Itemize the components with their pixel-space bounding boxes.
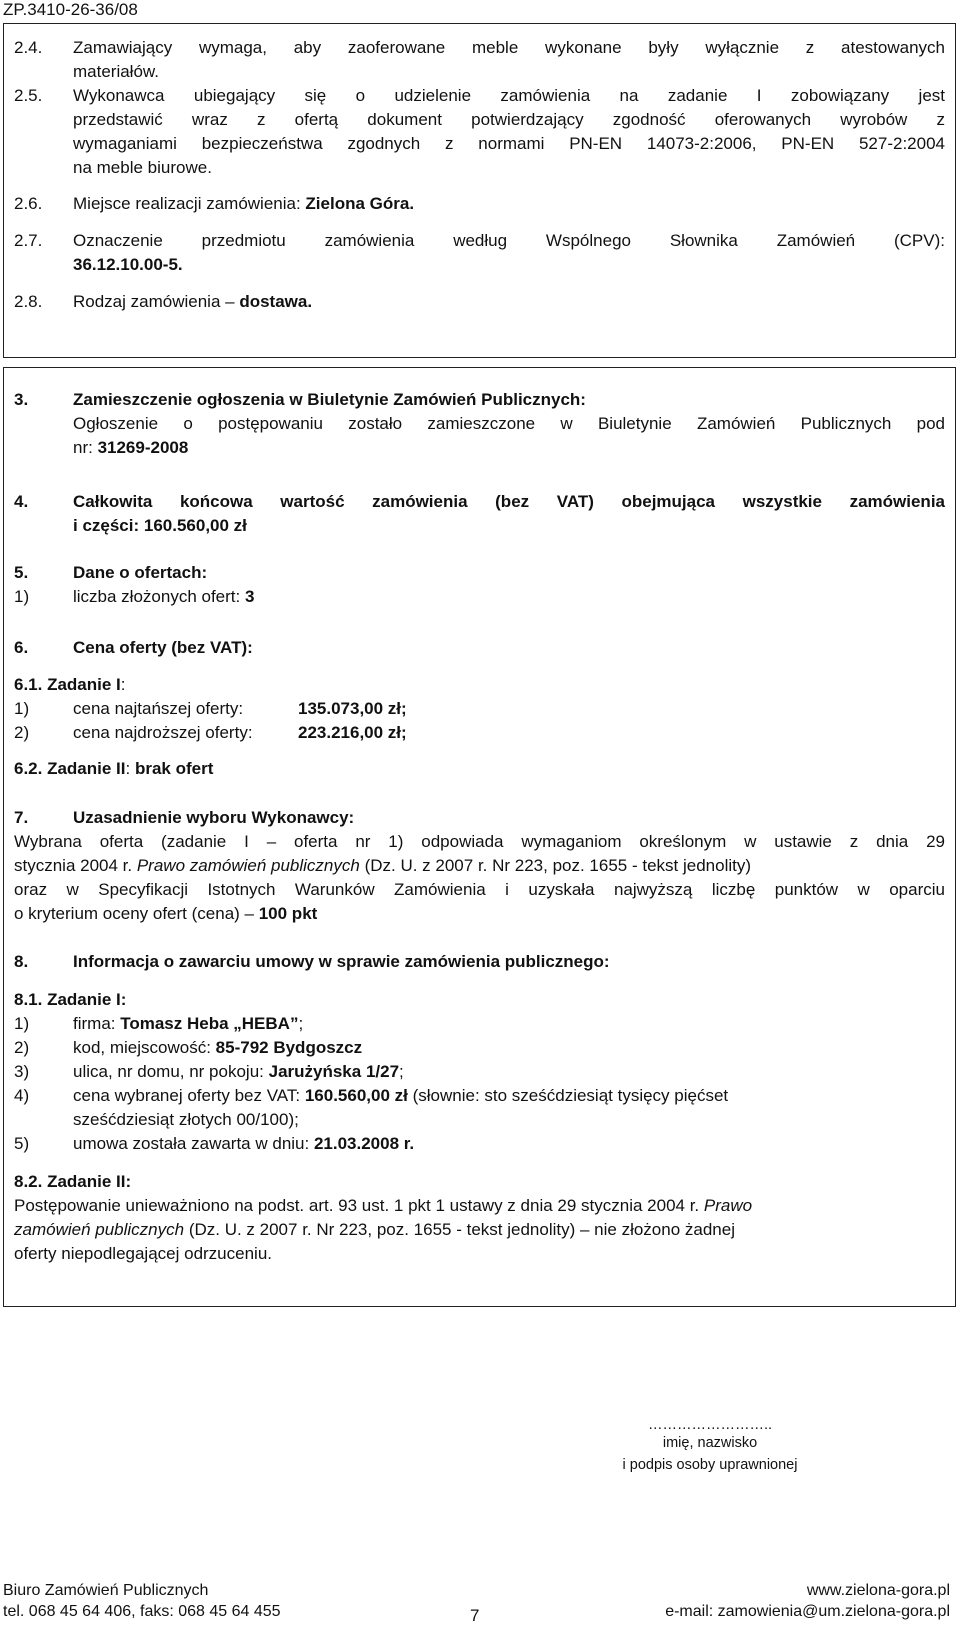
highest-price: 223.216,00 zł; bbox=[298, 723, 407, 742]
price-in-words: (słownie: sto sześćdziesiąt tysięcy pięćset bbox=[407, 1086, 729, 1105]
section-text: oraz w Specyfikacji Istotnych Warunków Zamówienia i uzyskała najwyższą liczbę punktów w oparciu bbox=[14, 880, 945, 899]
item-number: 1) bbox=[14, 1014, 30, 1033]
clause-text: przedstawić wraz z ofertą dokument potwierdzający zgodność oferowanych wyrobów z bbox=[73, 110, 945, 129]
section-text: (Dz. U. z 2007 r. Nr 223, poz. 1655 - tekst jednolity) bbox=[359, 856, 752, 875]
signature-label: imię, nazwisko bbox=[662, 1435, 758, 1451]
item-number: 4) bbox=[14, 1086, 30, 1105]
subsection-title: 8.1. Zadanie I: bbox=[14, 990, 127, 1009]
clause-number: 2.4. bbox=[14, 38, 43, 57]
clause-text: wymaganiami bezpieczeństwa zgodnych z normami PN-EN 14073-2:2006, PN-EN 527-2:2004 bbox=[73, 134, 945, 153]
item-label: umowa została zawarta w dniu: bbox=[73, 1134, 314, 1153]
subsection-status: brak ofert bbox=[134, 759, 214, 778]
section-title: Dane o ofertach: bbox=[73, 563, 208, 582]
page-number: 7 bbox=[470, 1606, 480, 1625]
section-number: 6. bbox=[14, 638, 29, 657]
total-value: i części: 160.560,00 zł bbox=[73, 516, 247, 535]
section-number: 4. bbox=[14, 492, 29, 511]
cpv-code: 36.12.10.00-5. bbox=[73, 255, 183, 274]
item-label: cena najtańszej oferty: bbox=[73, 699, 244, 718]
item-label: cena najdroższej oferty: bbox=[73, 723, 253, 742]
law-title: Prawo bbox=[703, 1196, 753, 1215]
company-name: Tomasz Heba „HEBA” bbox=[120, 1014, 299, 1033]
signature-dots: …………………….. bbox=[647, 1417, 773, 1433]
footer-phone: tel. 068 45 64 406, faks: 068 45 64 455 bbox=[3, 1603, 281, 1620]
section-number: 8. bbox=[14, 952, 29, 971]
section-text: oferty niepodlegającej odrzuceniu. bbox=[14, 1244, 273, 1263]
clause-text: Wykonawca ubiegający się o udzielenie zamówienia na zadanie I zobowiązany jest bbox=[73, 86, 945, 105]
clause-text: na meble biurowe. bbox=[73, 158, 212, 177]
contract-date: 21.03.2008 r. bbox=[313, 1134, 415, 1153]
clause-label: Rodzaj zamówienia – bbox=[73, 292, 240, 311]
clause-number: 2.8. bbox=[14, 292, 43, 311]
price-in-words: sześćdziesiąt złotych 00/100); bbox=[73, 1110, 299, 1129]
clause-value: dostawa. bbox=[239, 292, 313, 311]
item-label: kod, miejscowość: bbox=[73, 1038, 216, 1057]
subsection-colon: : bbox=[125, 759, 135, 778]
footer-email: e-mail: zamowienia@um.zielona-gora.pl bbox=[665, 1603, 950, 1620]
section-number: 7. bbox=[14, 808, 29, 827]
item-end: ; bbox=[298, 1014, 304, 1033]
item-label: firma: bbox=[73, 1014, 121, 1033]
section-text: o kryterium oceny ofert (cena) – bbox=[14, 904, 259, 923]
subsection-title: 8.2. Zadanie II: bbox=[14, 1172, 132, 1191]
clause-text: Zamawiający wymaga, aby zaoferowane meble wykonane były wyłącznie z atestowanych bbox=[73, 38, 945, 57]
footer-website: www.zielona-gora.pl bbox=[806, 1582, 950, 1599]
document-id: ZP.3410-26-36/08 bbox=[3, 0, 138, 19]
section-title: Cena oferty (bez VAT): bbox=[73, 638, 253, 657]
item-label: ulica, nr domu, nr pokoju: bbox=[73, 1062, 269, 1081]
footer-office: Biuro Zamówień Publicznych bbox=[3, 1582, 209, 1599]
subsection-title: 6.1. Zadanie I bbox=[14, 675, 121, 694]
section-title: Informacja o zawarciu umowy w sprawie zamówienia publicznego: bbox=[73, 952, 610, 971]
clause-number: 2.5. bbox=[14, 86, 43, 105]
item-label: cena wybranej oferty bez VAT: bbox=[73, 1086, 305, 1105]
section-text: (Dz. U. z 2007 r. Nr 223, poz. 1655 - tekst jednolity) – nie złożono żadnej bbox=[184, 1220, 735, 1239]
section-title: Uzasadnienie wyboru Wykonawcy: bbox=[73, 808, 355, 827]
section-title: Całkowita końcowa wartość zamówienia (bez VAT) obejmująca wszystkie zamówienia bbox=[73, 492, 945, 511]
section-number: 5. bbox=[14, 563, 29, 582]
section-title: Zamieszczenie ogłoszenia w Biuletynie Zamówień Publicznych: bbox=[73, 390, 586, 409]
item-number: 1) bbox=[14, 587, 30, 606]
item-number: 2) bbox=[14, 723, 30, 742]
item-number: 2) bbox=[14, 1038, 30, 1057]
street-address: Jarużyńska 1/27 bbox=[268, 1062, 400, 1081]
subsection-colon: : bbox=[120, 675, 126, 694]
section-text: Postępowanie unieważniono na podst. art. 93 ust. 1 pkt 1 ustawy z dnia 29 stycznia 2004 r. bbox=[14, 1196, 704, 1215]
clause-number: 2.7. bbox=[14, 231, 43, 250]
clause-text: Oznaczenie przedmiotu zamówienia według Wspólnego Słownika Zamówień (CPV): bbox=[73, 231, 945, 250]
item-number: 5) bbox=[14, 1134, 30, 1153]
lowest-price: 135.073,00 zł; bbox=[298, 699, 407, 718]
bulletin-number: 31269-2008 bbox=[97, 438, 189, 457]
section-number: 3. bbox=[14, 390, 29, 409]
section-text: Wybrana oferta (zadanie I – oferta nr 1) odpowiada wymaganiom określonym w ustawie z dnia 29 bbox=[14, 832, 945, 851]
law-title: zamówień publicznych bbox=[14, 1220, 185, 1239]
section-text: stycznia 2004 r. bbox=[14, 856, 137, 875]
score: 100 pkt bbox=[258, 904, 318, 923]
section-text: Ogłoszenie o postępowaniu zostało zamieszczone w Biuletynie Zamówień Publicznych pod bbox=[73, 414, 945, 433]
signature-label: i podpis osoby uprawnionej bbox=[622, 1457, 798, 1473]
item-number: 3) bbox=[14, 1062, 30, 1081]
clause-value: Zielona Góra. bbox=[305, 194, 415, 213]
clause-text: materiałów. bbox=[73, 62, 159, 81]
offers-count: 3 bbox=[244, 587, 255, 606]
contract-price: 160.560,00 zł bbox=[304, 1086, 408, 1105]
item-number: 1) bbox=[14, 699, 30, 718]
subsection-title: 6.2. Zadanie II bbox=[14, 759, 126, 778]
section-label: nr: bbox=[73, 438, 98, 457]
clause-label: Miejsce realizacji zamówienia: bbox=[73, 194, 306, 213]
clause-number: 2.6. bbox=[14, 194, 43, 213]
item-label: liczba złożonych ofert: bbox=[73, 587, 245, 606]
item-end: ; bbox=[399, 1062, 404, 1081]
postal-city: 85-792 Bydgoszcz bbox=[215, 1038, 363, 1057]
law-title: Prawo zamówień publicznych bbox=[136, 856, 360, 875]
